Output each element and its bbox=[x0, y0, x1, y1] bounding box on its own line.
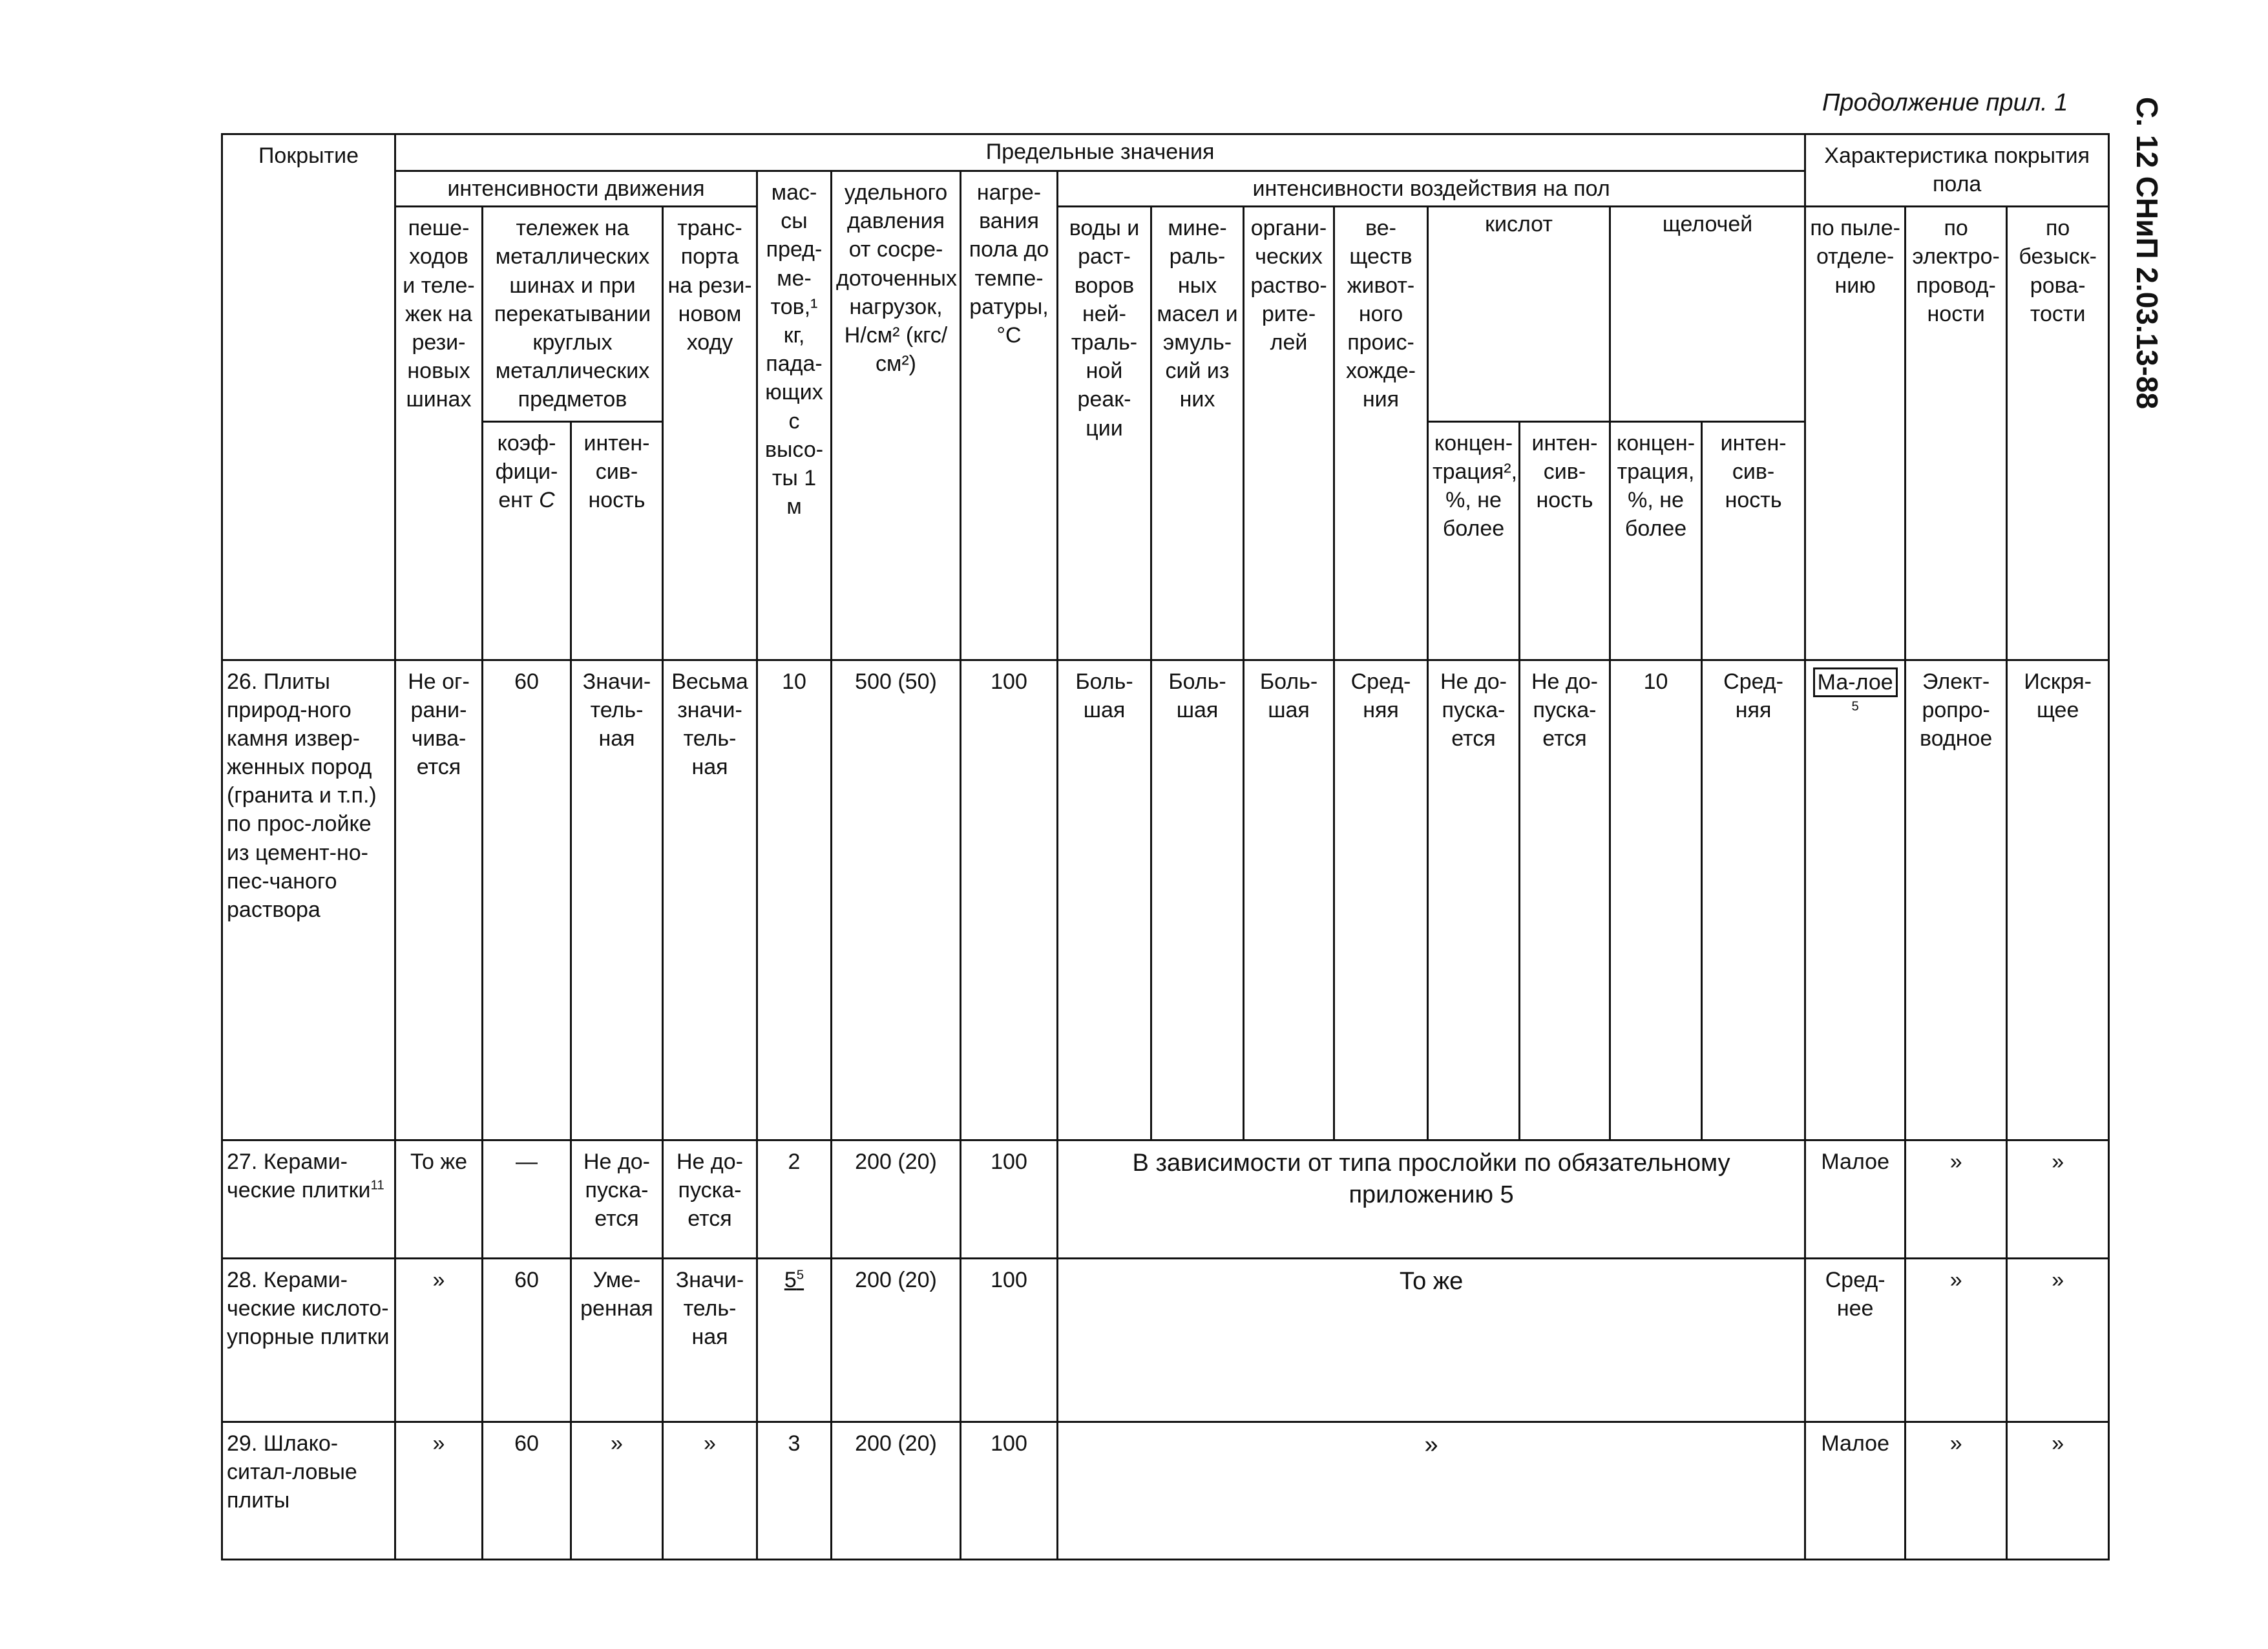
header-telezhek: тележек на металлических шинах и при перекатывании круглых металлических предметов bbox=[483, 207, 663, 421]
header-row-3 bbox=[222, 207, 2109, 421]
cell-peshehodov: То же bbox=[395, 1140, 483, 1258]
header-shchelochey: щелочей bbox=[1610, 207, 1805, 421]
cell-intens: Уме-ренная bbox=[571, 1258, 663, 1422]
cell-nagrev: 100 bbox=[961, 1140, 1058, 1258]
cell-massa: $5^5$ bbox=[757, 1258, 832, 1422]
cell-intens: » bbox=[571, 1422, 663, 1559]
col-header-intens: интен-сив-ность bbox=[571, 421, 663, 660]
row-name: 27. Керами-ческие плитки$^{11}$ bbox=[222, 1140, 395, 1258]
cell-konc-kislot: Не до-пуска-ется bbox=[1428, 660, 1520, 1140]
cell-merged-vozdeystvie: То же bbox=[1058, 1258, 1805, 1422]
table-row-29 bbox=[222, 1422, 2109, 1559]
row-name: 29. Шлако-ситал-ловые плиты bbox=[222, 1422, 395, 1559]
cell-intens-shchel: Сред-няя bbox=[1702, 660, 1805, 1140]
header-kislot: кислот bbox=[1428, 207, 1610, 421]
col-header-peshehodov: пеше-ходов и теле-жек на рези-новых шинах bbox=[395, 207, 483, 660]
cell-peshehodov: » bbox=[395, 1258, 483, 1422]
cell-bezisk: » bbox=[2007, 1422, 2109, 1559]
cell-merged-vozdeystvie: В зависимости от типа прослойки по обязательному приложению 5 bbox=[1058, 1140, 1805, 1258]
col-header-konc-shchel: концен-трация, %, не более bbox=[1610, 421, 1702, 660]
cell-intens-kislot: Не до-пуска-ется bbox=[1520, 660, 1610, 1140]
cell-massa: 3 bbox=[757, 1422, 832, 1559]
cell-pyle: Сред-нее bbox=[1805, 1258, 1906, 1422]
cell-bezisk: Искря-щее bbox=[2007, 660, 2109, 1140]
col-header-po-bezisk: по безыск-рова-тости bbox=[2007, 207, 2109, 660]
row-name: 26. Плиты природ-ного камня извер-женных пород (гранита и т.п.) по прос-лойке из цемент-но-пес-чаного раствора bbox=[222, 660, 395, 1140]
cell-koef: 60 bbox=[483, 1422, 571, 1559]
header-row-1 bbox=[222, 134, 2109, 171]
cell-koef: — bbox=[483, 1140, 571, 1258]
cell-elektro: » bbox=[1906, 1422, 2007, 1559]
cell-pyle: Малое bbox=[1805, 1422, 1906, 1559]
col-header-po-elektro: по электро-провод-ности bbox=[1906, 207, 2007, 660]
col-header-vody: воды и раст-воров ней-траль-ной реак-ции bbox=[1058, 207, 1151, 660]
cell-merged-vozdeystvie: » bbox=[1058, 1422, 1805, 1559]
header-predelnye: Предельные значения bbox=[395, 134, 1805, 171]
col-header-udelnogo: удельного давления от сосре-доточенных нагрузок, Н/см² (кгс/см²) bbox=[832, 171, 961, 660]
table-row-28 bbox=[222, 1258, 2109, 1422]
cell-transport: » bbox=[663, 1422, 757, 1559]
cell-zhivot: Сред-няя bbox=[1334, 660, 1428, 1140]
cell-elektro: Элект-ропро-водное bbox=[1906, 660, 2007, 1140]
cell-koef: 60 bbox=[483, 1258, 571, 1422]
col-header-mineralnyh: мине-раль-ных масел и эмуль-сий из них bbox=[1151, 207, 1244, 660]
cell-transport: Не до-пуска-ется bbox=[663, 1140, 757, 1258]
cell-transport: Значи-тель-ная bbox=[663, 1258, 757, 1422]
col-header-koef: коэф-фици-ент С bbox=[483, 421, 571, 660]
cell-massa: 2 bbox=[757, 1140, 832, 1258]
cell-bezisk: » bbox=[2007, 1140, 2109, 1258]
cell-intens: Значи-тель-ная bbox=[571, 660, 663, 1140]
running-head: Продолжение прил. 1 bbox=[1822, 89, 2068, 116]
cell-organic: Боль-шая bbox=[1244, 660, 1334, 1140]
cell-massa: 10 bbox=[757, 660, 832, 1140]
cell-nagrev: 100 bbox=[961, 1258, 1058, 1422]
cell-mineral: Боль-шая bbox=[1151, 660, 1244, 1140]
cell-nagrev: 100 bbox=[961, 660, 1058, 1140]
col-header-pokrytie: Покрытие bbox=[222, 134, 395, 660]
cell-peshehodov: Не ог-рани-чива-ется bbox=[395, 660, 483, 1140]
col-header-po-pyle: по пыле-отделе-нию bbox=[1805, 207, 1906, 660]
document-code: С. 12 СНиП 2.03.13-88 bbox=[2130, 97, 2164, 410]
header-harakteristika: Характеристика покрытия пола bbox=[1805, 134, 2109, 207]
row-name: 28. Керами-ческие кислото-упорные плитки bbox=[222, 1258, 395, 1422]
header-vozdeystviya: интенсивности воздействия на пол bbox=[1058, 171, 1805, 207]
cell-nagrev: 100 bbox=[961, 1422, 1058, 1559]
cell-koef: 60 bbox=[483, 660, 571, 1140]
col-header-intens-shchel: интен-сив-ность bbox=[1702, 421, 1805, 660]
header-intens-dvizheniya: интенсивности движения bbox=[395, 171, 757, 207]
table-row-27 bbox=[222, 1140, 2109, 1258]
cell-peshehodov: » bbox=[395, 1422, 483, 1559]
cell-pyle: Малое bbox=[1805, 1140, 1906, 1258]
cell-vody: Боль-шая bbox=[1058, 660, 1151, 1140]
cell-davlenie: 200 (20) bbox=[832, 1258, 961, 1422]
cell-davlenie: 200 (20) bbox=[832, 1140, 961, 1258]
cell-transport: Весьма значи-тель-ная bbox=[663, 660, 757, 1140]
col-header-transporta: транс-порта на рези-новом ходу bbox=[663, 207, 757, 660]
cell-konc-shchel: 10 bbox=[1610, 660, 1702, 1140]
cell-davlenie: 200 (20) bbox=[832, 1422, 961, 1559]
cell-bezisk: » bbox=[2007, 1258, 2109, 1422]
col-header-organicheskih: органи-ческих раство-рите-лей bbox=[1244, 207, 1334, 660]
cell-pyle: Ма-лое$^5$ bbox=[1805, 660, 1906, 1140]
table-row-26 bbox=[222, 660, 2109, 1140]
col-header-veshchestv: ве-ществ живот-ного проис-хожде-ния bbox=[1334, 207, 1428, 660]
cell-elektro: » bbox=[1906, 1258, 2007, 1422]
cell-intens: Не до-пуска-ется bbox=[571, 1140, 663, 1258]
col-header-nagrevaniya: нагре-вания пола до темпе-ратуры, °С bbox=[961, 171, 1058, 660]
col-header-intens-kislot: интен-сив-ность bbox=[1520, 421, 1610, 660]
cell-elektro: » bbox=[1906, 1140, 2007, 1258]
col-header-konc-kislot: концен-трация², %, не более bbox=[1428, 421, 1520, 660]
coverage-table bbox=[221, 133, 2110, 1560]
col-header-massy: мас-сы пред-ме-тов,¹ кг, пада-ющих с высо-ты 1 м bbox=[757, 171, 832, 660]
cell-davlenie: 500 (50) bbox=[832, 660, 961, 1140]
